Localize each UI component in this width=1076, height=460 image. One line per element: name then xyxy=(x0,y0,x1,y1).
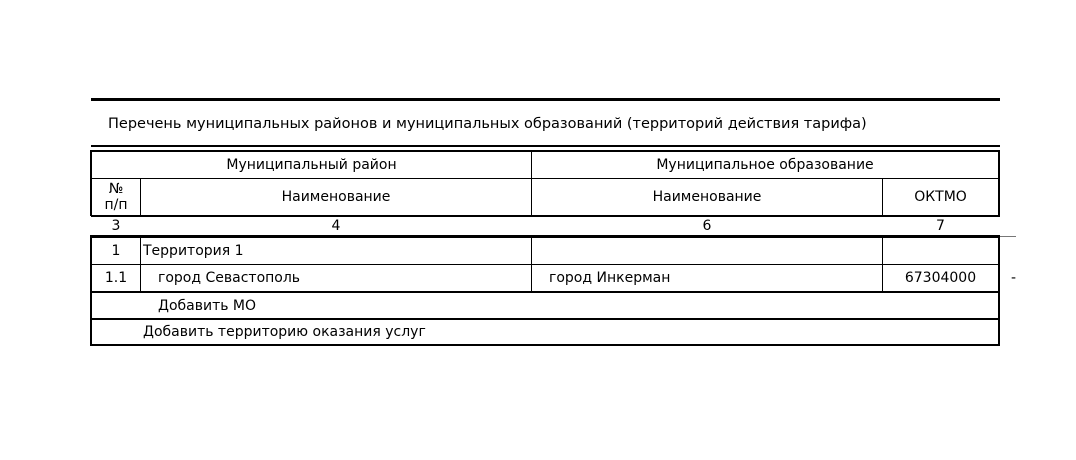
colnum-3: 3 xyxy=(111,218,121,234)
row-1-div-mid xyxy=(531,238,532,292)
header-mun-formation: Муниципальное образование xyxy=(656,157,874,173)
top-rule xyxy=(91,98,1000,101)
add-territory-link[interactable]: Добавить территорию оказания услуг xyxy=(143,324,426,340)
row-1-num: 1 xyxy=(111,243,121,259)
page-title: Перечень муниципальных районов и муниципальных образований (территорий действия тарифа) xyxy=(108,116,867,132)
row-2-oktmo: 67304000 xyxy=(904,270,977,286)
header-mun-district: Муниципальный район xyxy=(226,157,397,173)
row-1-formation xyxy=(549,238,879,264)
colnum-tail-rule xyxy=(1000,236,1016,237)
header-name-district: Наименование xyxy=(281,189,391,205)
header-num xyxy=(92,179,140,215)
row-1-div-num xyxy=(140,238,141,292)
colnum-4: 4 xyxy=(331,218,341,234)
colnum-7: 7 xyxy=(936,218,945,234)
header-border-right xyxy=(998,150,1000,216)
colnum-6: 6 xyxy=(702,218,712,234)
row-1-oktmo xyxy=(883,238,998,264)
title-rule-1 xyxy=(91,145,1000,147)
row-2-side-dash: - xyxy=(1011,270,1017,286)
header-oktmo: ОКТМО xyxy=(914,189,967,205)
row-2-district: город Севастополь xyxy=(158,270,301,286)
header-num-label: № п/п xyxy=(104,181,128,213)
row-2-formation: город Инкерман xyxy=(549,270,671,286)
row-2-num: 1.1 xyxy=(104,270,128,286)
add-mo-link[interactable]: Добавить МО xyxy=(158,297,257,314)
data-border-right xyxy=(998,235,1000,345)
data-bottom-rule xyxy=(90,344,1000,346)
header-name-formation: Наименование xyxy=(652,189,762,205)
row-1-district: Территория 1 xyxy=(143,243,244,259)
